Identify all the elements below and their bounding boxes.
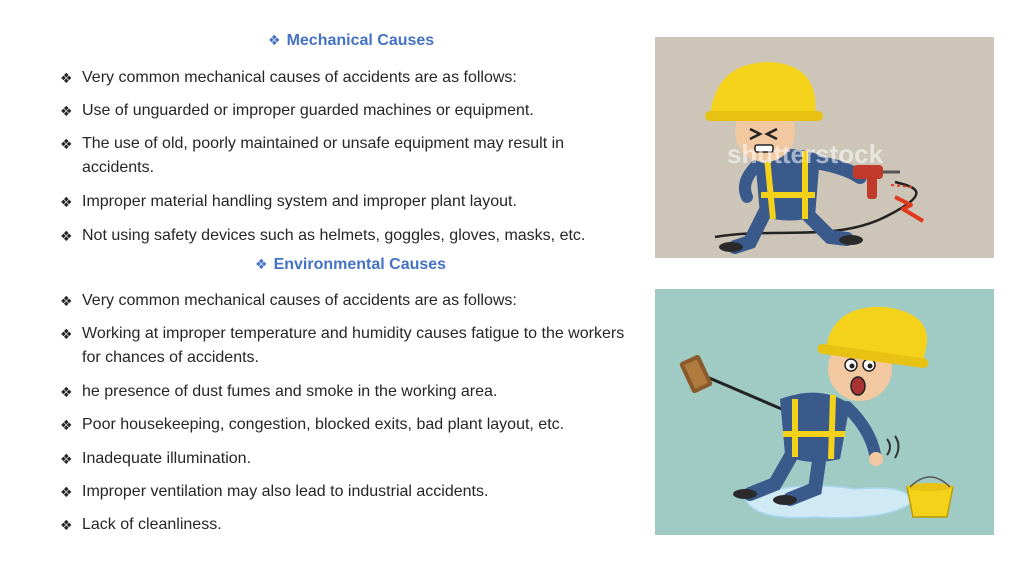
slip-drawing — [655, 289, 994, 535]
list-item: ❖ he presence of dust fumes and smoke in the working area. — [60, 380, 632, 404]
list-item: ❖ Working at improper temperature and humidity causes fatigue to the workers for chances of accidents. — [60, 322, 632, 370]
list-item: ❖ Not using safety devices such as helmets, goggles, gloves, masks, etc. — [60, 224, 632, 248]
list-item: ❖ Very common mechanical causes of accidents are as follows: — [60, 289, 632, 313]
diamond-bullet-icon: ❖ — [60, 228, 73, 244]
list-item: ❖ Improper ventilation may also lead to industrial accidents. — [60, 480, 632, 504]
list-item: ❖ Improper material handling system and improper plant layout. — [60, 190, 632, 214]
mechanical-heading: ❖ Mechanical Causes — [268, 32, 435, 49]
diamond-bullet-icon: ❖ — [255, 256, 268, 272]
list-item: ❖ Lack of cleanliness. — [60, 513, 632, 537]
electric-shock-drawing — [655, 37, 994, 258]
diamond-bullet-icon: ❖ — [60, 384, 73, 400]
list-item: ❖ Inadequate illumination. — [60, 447, 632, 471]
diamond-bullet-icon: ❖ — [60, 194, 73, 210]
electric-shock-illustration — [655, 37, 994, 258]
diamond-bullet-icon: ❖ — [60, 326, 73, 342]
diamond-bullet-icon: ❖ — [60, 70, 73, 86]
list-item: ❖ Very common mechanical causes of accidents are as follows: — [60, 66, 632, 90]
diamond-bullet-icon: ❖ — [60, 293, 73, 309]
environmental-heading: ❖ Environmental Causes — [255, 256, 447, 273]
diamond-bullet-icon: ❖ — [268, 32, 281, 48]
list-item: ❖ Poor housekeeping, congestion, blocked exits, bad plant layout, etc. — [60, 413, 632, 437]
diamond-bullet-icon: ❖ — [60, 484, 73, 500]
slip-accident-illustration — [655, 289, 994, 535]
diamond-bullet-icon: ❖ — [60, 417, 73, 433]
list-item: ❖ Use of unguarded or improper guarded machines or equipment. — [60, 99, 632, 123]
diamond-bullet-icon: ❖ — [60, 136, 73, 152]
diamond-bullet-icon: ❖ — [60, 517, 73, 533]
list-item: ❖ The use of old, poorly maintained or unsafe equipment may result in accidents. — [60, 132, 632, 180]
watermark: shutterstock — [727, 139, 884, 169]
diamond-bullet-icon: ❖ — [60, 451, 73, 467]
diamond-bullet-icon: ❖ — [60, 103, 73, 119]
